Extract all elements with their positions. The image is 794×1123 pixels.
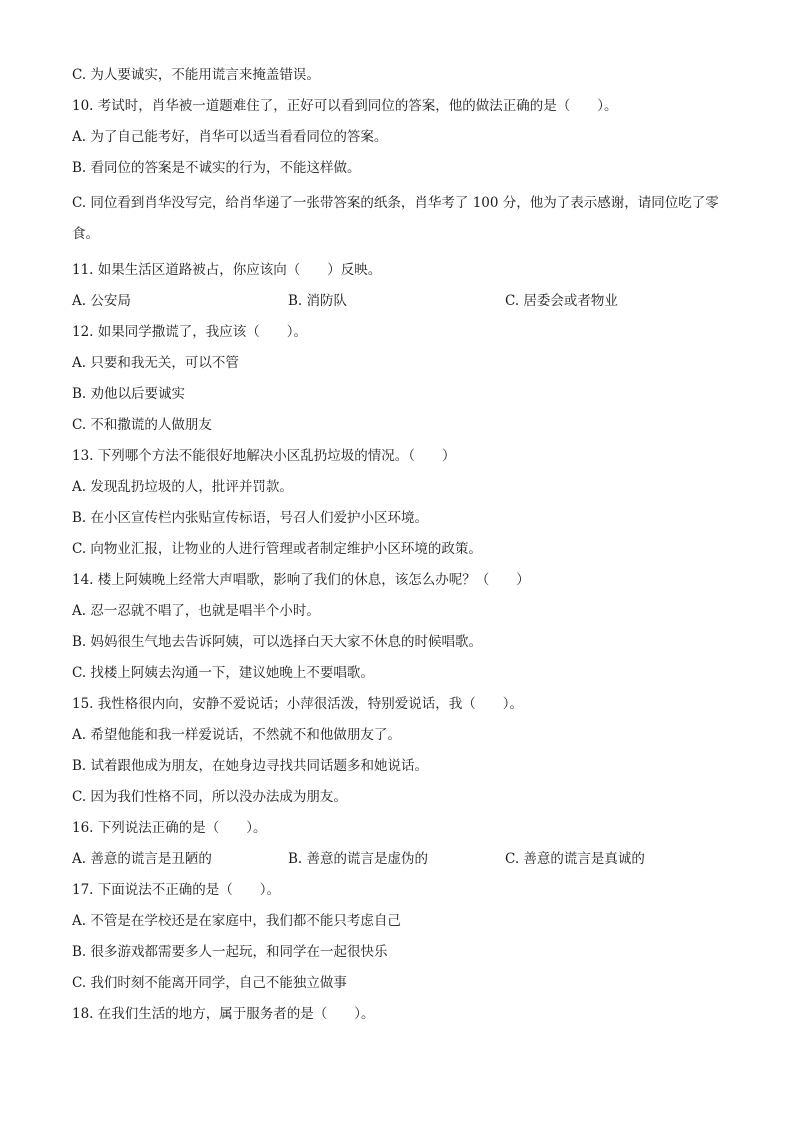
question-16: 16. 下列说法正确的是（ ）。 [72,820,267,836]
question-17: 17. 下面说法不正确的是（ ）。 [72,882,281,898]
q15-option-c: C. 因为我们性格不同，所以没办法成为朋友。 [72,789,347,805]
q17-option-b: B. 很多游戏都需要多人一起玩，和同学在一起很快乐 [72,944,388,960]
q13-option-c: C. 向物业汇报，让物业的人进行管理或者制定维护小区环境的政策。 [72,541,482,557]
q16-options-row [72,848,732,879]
q12-option-a: A. 只要和我无关，可以不管 [72,355,239,371]
q11-option-c: C. 居委会或者物业 [505,293,618,309]
q12-option-b: B. 劝他以后要诚实 [72,386,186,402]
q16-option-b: B. 善意的谎言是虚伪的 [288,851,429,867]
q15-option-a: A. 希望他能和我一样爱说话，不然就不和他做朋友了。 [72,727,401,743]
question-13: 13. 下列哪个方法不能很好地解决小区乱扔垃圾的情况。（ ） [72,448,456,464]
q15-option-b: B. 试着跟他成为朋友，在她身边寻找共同话题多和她说话。 [72,758,429,774]
question-14: 14. 楼上阿姨晚上经常大声唱歌，影响了我们的休息，该怎么办呢？（ ） [72,572,530,588]
question-10: 10. 考试时，肖华被一道题难住了，正好可以看到同位的答案，他的做法正确的是（ ）。 [72,98,618,114]
q17-option-c: C. 我们时刻不能离开同学，自己不能独立做事 [72,975,347,991]
q13-option-b: B. 在小区宣传栏内张贴宣传标语，号召人们爱护小区环境。 [72,510,429,526]
q9-option-c: C. 为人要诚实，不能用谎言来掩盖错误。 [72,67,320,83]
q10-option-c: C. 同位看到肖华没写完，给肖华递了一张带答案的纸条，肖华考了 100 分，他为了表示感谢，请同位吃了零食。 [72,195,719,242]
question-12: 12. 如果同学撒谎了，我应该（ ）。 [72,324,308,340]
q17-option-a: A. 不管是在学校还是在家庭中，我们都不能只考虑自己 [72,913,401,929]
q13-option-a: A. 发现乱扔垃圾的人，批评并罚款。 [72,479,293,495]
q12-option-c: C. 不和撒谎的人做朋友 [72,417,212,433]
q14-option-c: C. 找楼上阿姨去沟通一下，建议她晚上不要唱歌。 [72,665,374,681]
document-page [72,64,732,1034]
q11-option-b: B. 消防队 [288,293,348,309]
q14-option-a: A. 忍一忍就不唱了，也就是唱半个小时。 [72,603,320,619]
question-11: 11. 如果生活区道路被占，你应该向（ ）反映。 [72,262,382,278]
q11-options-row [72,290,732,321]
q10-option-b: B. 看同位的答案是不诚实的行为，不能这样做。 [72,160,361,176]
q10-option-a: A. 为了自己能考好，肖华可以适当看看同位的答案。 [72,129,388,145]
q16-option-c: C. 善意的谎言是真诚的 [505,851,645,867]
question-18: 18. 在我们生活的地方，属于服务者的是（ ）。 [72,1006,375,1022]
question-15: 15. 我性格很内向，安静不爱说话；小萍很活泼，特别爱说话，我（ ）。 [72,696,524,712]
q14-option-b: B. 妈妈很生气地去告诉阿姨，可以选择白天大家不休息的时候唱歌。 [72,634,483,650]
q11-option-a: A. 公安局 [72,293,131,309]
q16-option-a: A. 善意的谎言是丑陋的 [72,851,212,867]
